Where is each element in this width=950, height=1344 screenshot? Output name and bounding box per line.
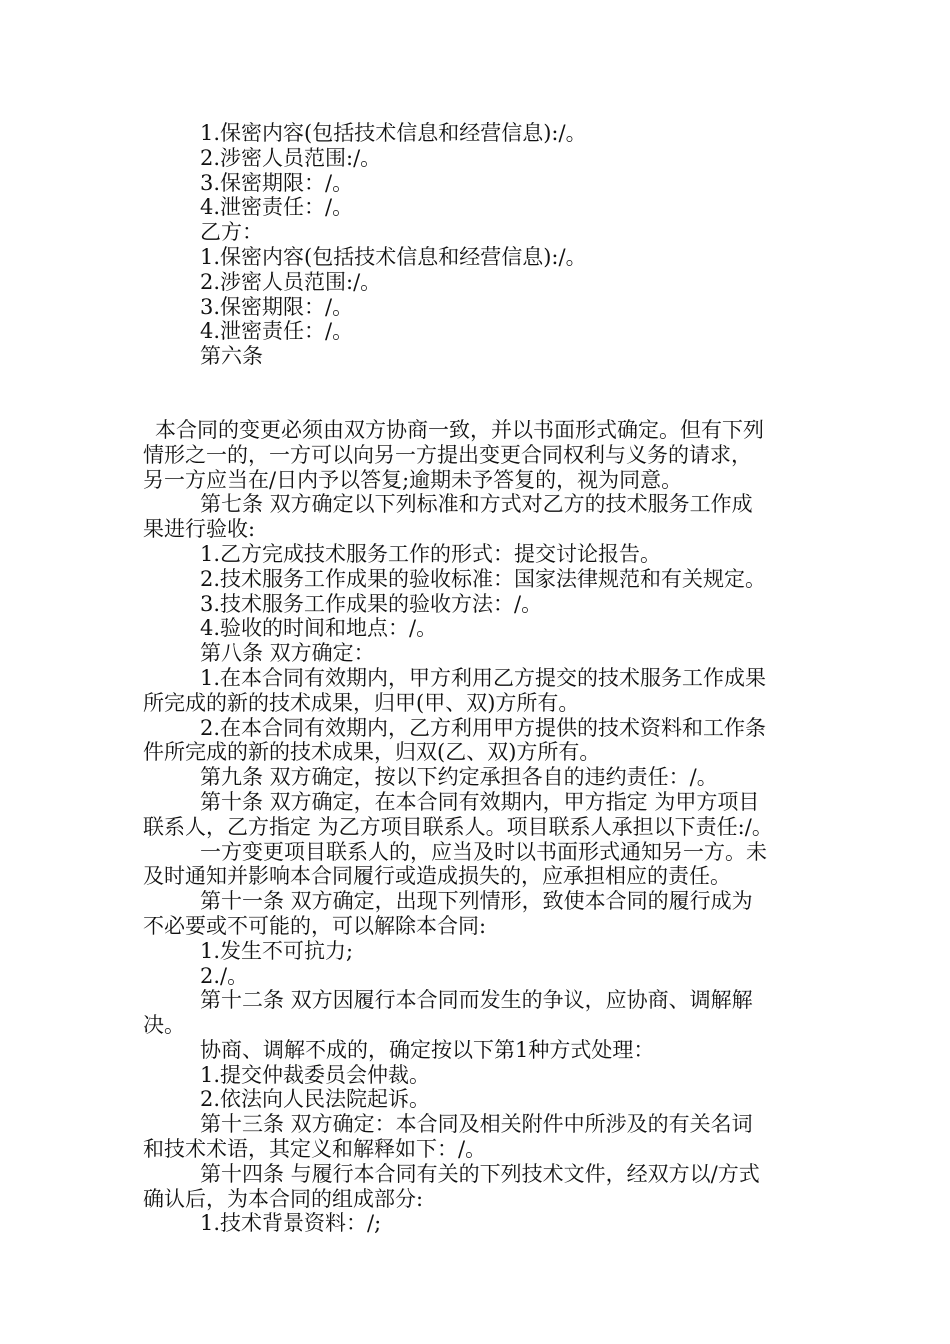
- article-6-text-line: 本合同的变更必须由双方协商一致，并以书面形式确定。但有下列: [155, 417, 764, 442]
- leak-liability-item-b: 4.泄密责任：/。: [200, 319, 354, 344]
- contract-text: [143, 121, 823, 1236]
- article-14-text-line: 确认后，为本合同的组成部分:: [143, 1186, 424, 1211]
- confidential-content-item-b: 1.保密内容(包括技术信息和经营信息):/。: [200, 244, 587, 269]
- acceptance-form-item: 1.乙方完成技术服务工作的形式：提交讨论报告。: [200, 541, 662, 566]
- tech-background-item: 1.技术背景资料：/;: [200, 1211, 382, 1236]
- article-13-text-line: 和技术术语，其定义和解释如下：/。: [143, 1137, 487, 1162]
- acceptance-standard-item: 2.技术服务工作成果的验收标准：国家法律规范和有关规定。: [200, 566, 767, 591]
- article-12-text-line: 决。: [143, 1013, 185, 1038]
- confidential-content-item: 1.保密内容(包括技术信息和经营信息):/。: [200, 121, 587, 145]
- personnel-scope-item-b: 2.涉密人员范围:/。: [200, 269, 382, 294]
- article-12-para-2: 协商、调解不成的，确定按以下第1种方式处理：: [200, 1037, 655, 1062]
- article-8-item-1-cont: 所完成的新的技术成果，归甲(甲、双)方所有。: [143, 690, 580, 715]
- article-7-heading: 第七条 双方确定以下列标准和方式对乙方的技术服务工作成: [200, 492, 753, 517]
- confidential-period-item: 3.保密期限：/。: [200, 170, 354, 195]
- article-12-heading: 第十二条 双方因履行本合同而发生的争议，应协商、调解解: [200, 988, 753, 1013]
- article-11-heading: 第十一条 双方确定，出现下列情形，致使本合同的履行成为: [200, 889, 753, 914]
- litigation-item: 2.依法向人民法院起诉。: [200, 1087, 431, 1112]
- article-6-text-line: 情形之一的，一方可以向另一方提出变更合同权利与义务的请求，: [143, 442, 752, 467]
- article-9-heading: 第九条 双方确定，按以下约定承担各自的违约责任：/。: [200, 765, 718, 790]
- article-7-text-line: 果进行验收:: [143, 517, 256, 542]
- article-10-para-2-cont: 及时通知并影响本合同履行或造成损失的，应承担相应的责任。: [143, 864, 731, 889]
- leak-liability-item: 4.泄密责任：/。: [200, 195, 354, 220]
- article-13-heading: 第十三条 双方确定：本合同及相关附件中所涉及的有关名词: [200, 1112, 753, 1137]
- article-10-para-2: 一方变更项目联系人的，应当及时以书面形式通知另一方。未: [200, 839, 767, 864]
- article-11-text-line: 不必要或不可能的，可以解除本合同:: [143, 913, 487, 938]
- personnel-scope-item: 2.涉密人员范围:/。: [200, 145, 382, 170]
- article-10-heading: 第十条 双方确定，在本合同有效期内，甲方指定 为甲方项目: [200, 789, 760, 814]
- article-6-text-line: 另一方应当在/日内予以答复;逾期未予答复的，视为同意。: [143, 467, 683, 492]
- acceptance-time-place-item: 4.验收的时间和地点：/。: [200, 616, 438, 641]
- article-14-heading: 第十四条 与履行本合同有关的下列技术文件，经双方以/方式: [200, 1161, 760, 1186]
- article-8-item-2: 2.在本合同有效期内，乙方利用甲方提供的技术资料和工作条: [200, 715, 767, 740]
- acceptance-method-item: 3.技术服务工作成果的验收方法：/。: [200, 591, 543, 616]
- arbitration-item: 1.提交仲裁委员会仲裁。: [200, 1062, 431, 1087]
- party-b-heading: 乙方：: [200, 220, 263, 245]
- article-8-item-1: 1.在本合同有效期内，甲方利用乙方提交的技术服务工作成果: [200, 665, 767, 690]
- article-11-item-1: 1.发生不可抗力;: [200, 938, 354, 963]
- article-10-text-line: 联系人，乙方指定 为乙方项目联系人。项目联系人承担以下责任:/。: [143, 814, 773, 839]
- article-8-item-2-cont: 件所完成的新的技术成果，归双(乙、双)方所有。: [143, 740, 601, 765]
- paragraph-gap: [143, 369, 823, 418]
- article-8-heading: 第八条 双方确定：: [200, 641, 375, 666]
- article-11-item-2: 2./。: [200, 963, 249, 988]
- article-6-heading: 第六条: [200, 344, 263, 369]
- confidential-period-item-b: 3.保密期限：/。: [200, 294, 354, 319]
